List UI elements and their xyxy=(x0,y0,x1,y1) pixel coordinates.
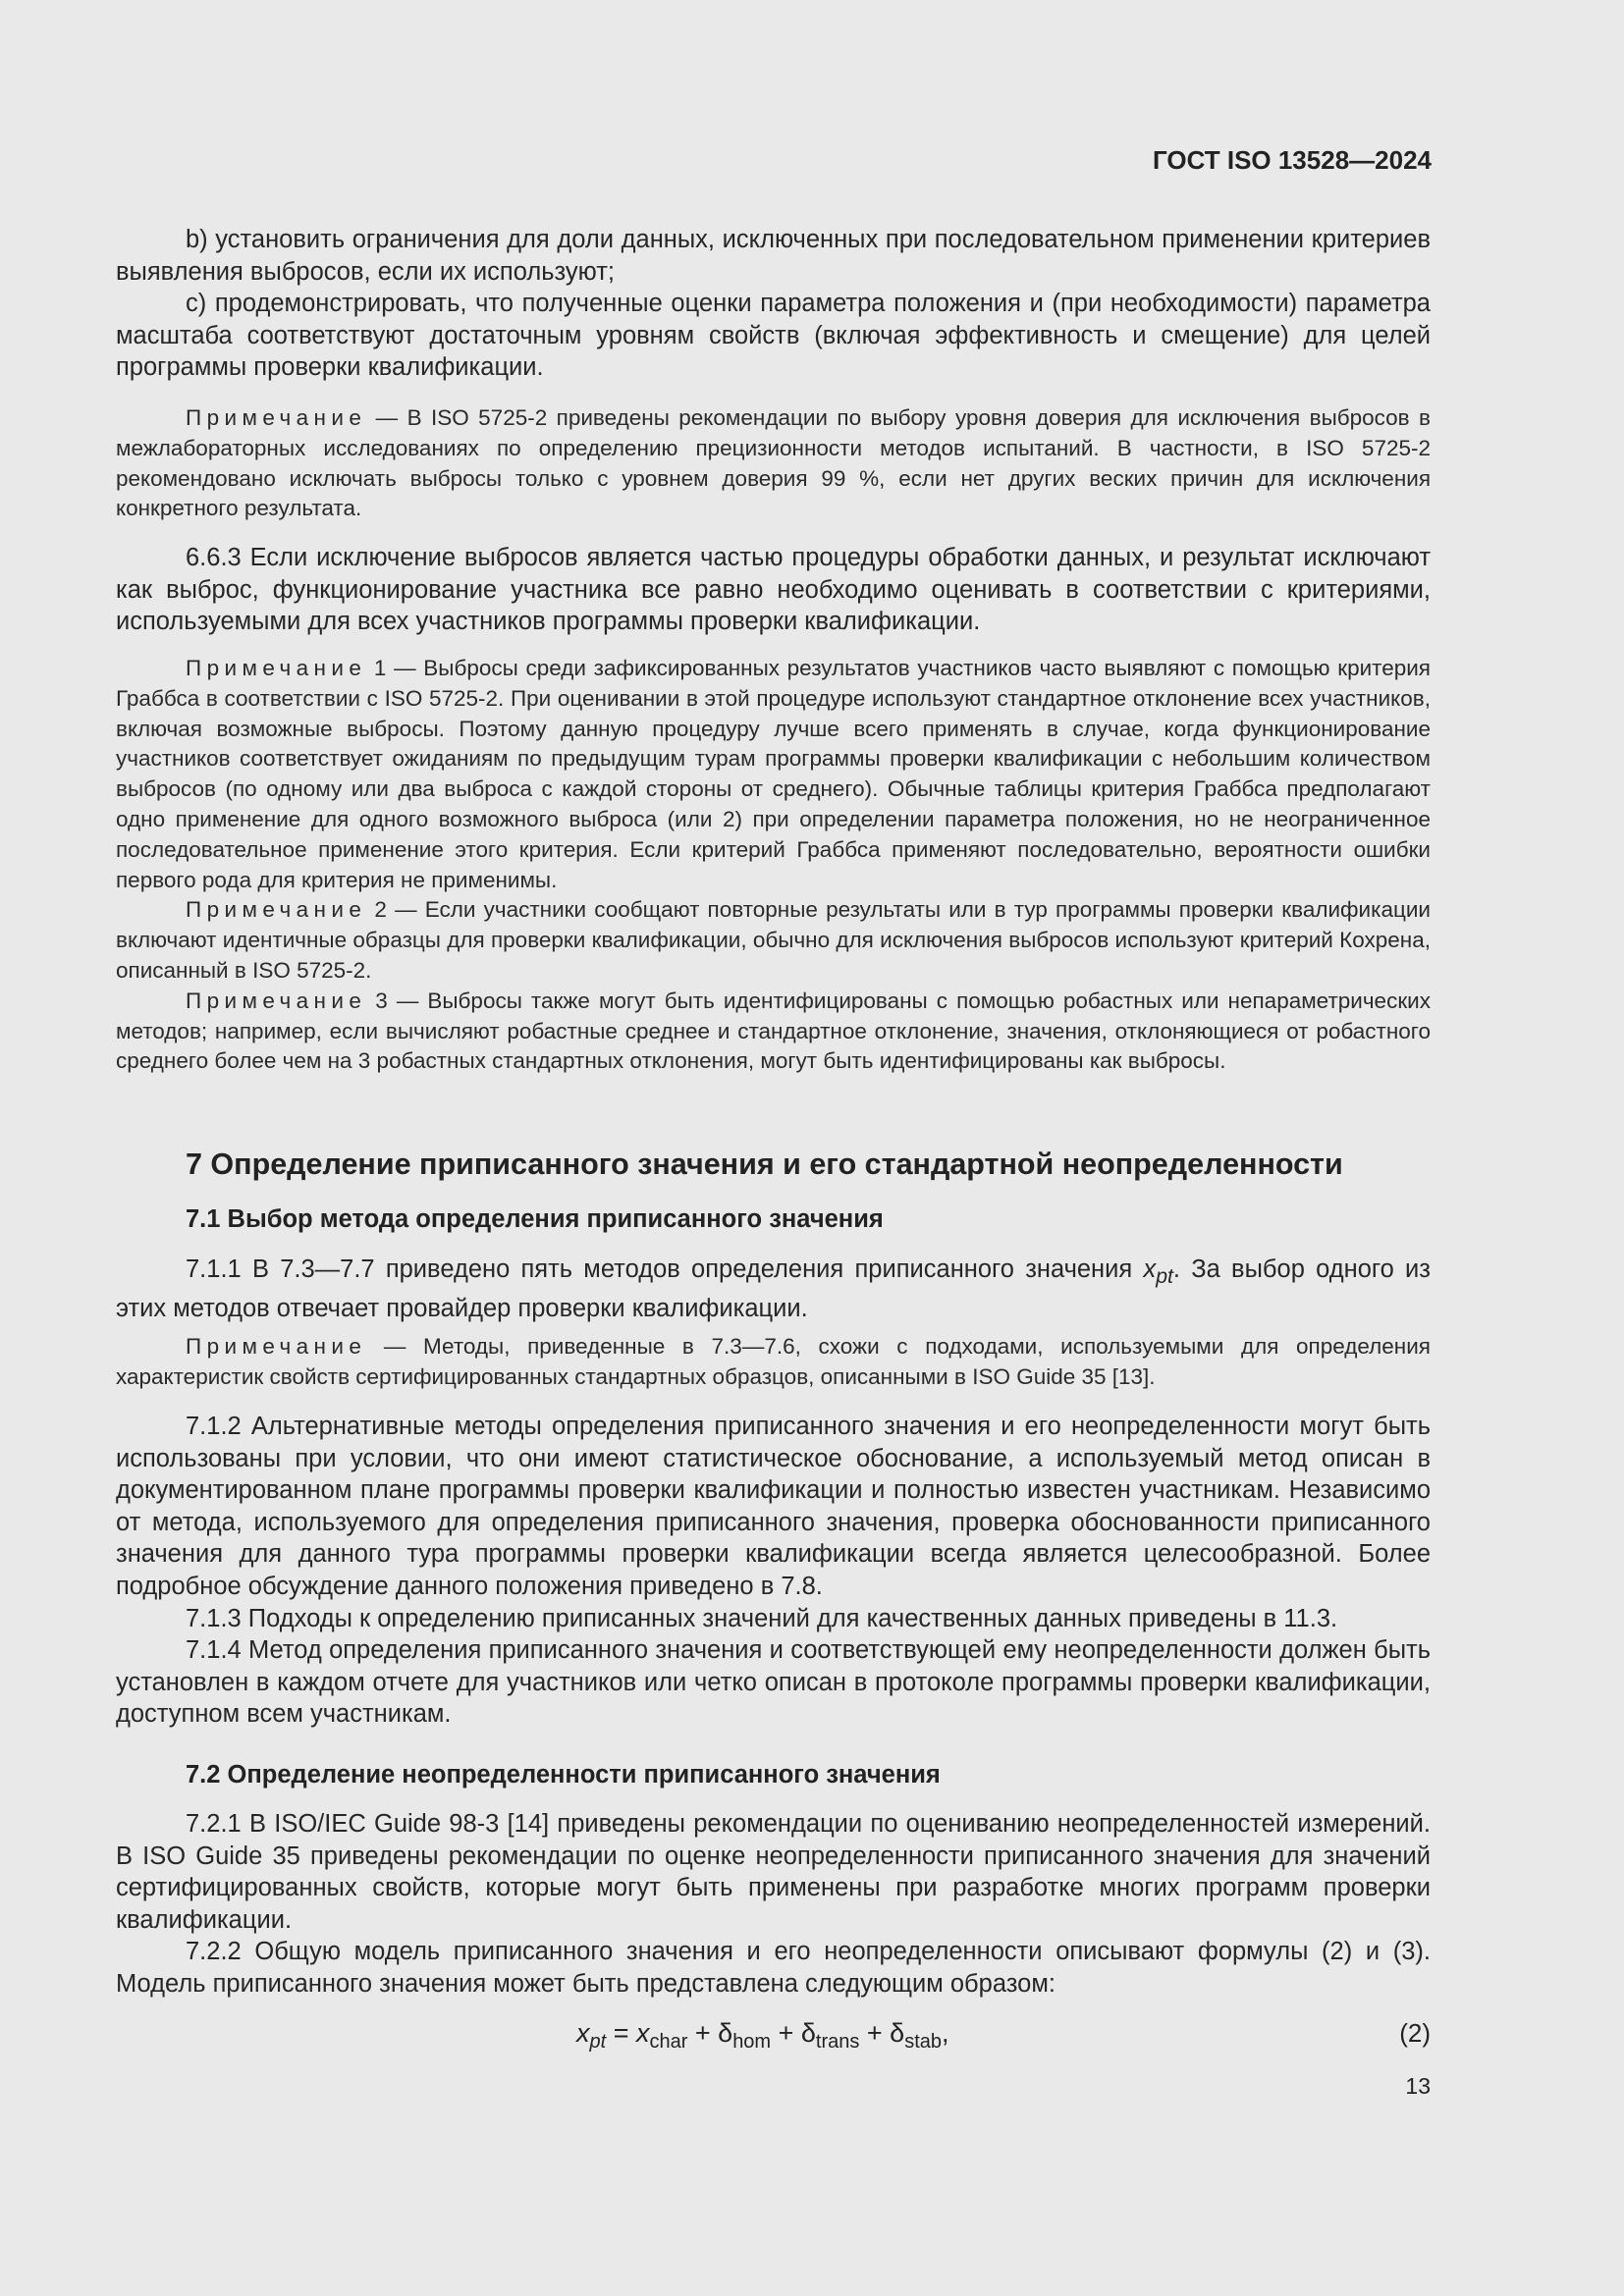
paragraph-6-6-3: 6.6.3 Если исключение выбросов является частью процедуры обработки данных, и результат исключают как выброс, функционирование участника все равно необходимо оценивать в соответствии с критериями, используемыми для всех участников программы проверки квалификации. xyxy=(116,544,1431,636)
paragraph-7-1-1: 7.1.1 В 7.3—7.7 приведено пять методов определения приписанного значения $x_{pt}$. За выбор одного из этих методов отвечает провайдер проверки квалификации. xyxy=(116,1255,1431,1322)
note-label: Примечание xyxy=(186,897,367,923)
note-iso5725 xyxy=(116,403,1431,524)
note-text: 1 — Выбросы среди зафиксированных результатов участников часто выявляют с помощью критерия Граббса в соответствии с ISO 5725-2. При оценивании в этой процедуре используют стандартное отклонение всех участников, включая возможные выбросы. Поэтому данную процедуру лучше всего применять в случае, когда функционирование участников соответствует ожиданиям по предыдущим турам программы проверки квалификации с небольшим количеством выбросов (по одному или два выброса с каждой стороны от среднего). Обычные таблицы критерия Граббса предполагают одно применение для одного возможного выброса (или 2) при определении параметра положения, но не неограниченное последовательное применение этого критерия. Если критерий Граббса применяют последовательно, вероятности ошибки первого рода для критерия не применимы. xyxy=(116,656,1431,892)
note-text: 3 — Выбросы также могут быть идентифицированы с помощью робастных или непараметрических методов; например, если вычисляют робастные среднее и стандартное отклонение, значения, отклоняющиеся от робастного среднего более чем на 3 робастных стандартных отклонения, могут быть идентифицированы как выбросы. xyxy=(116,988,1431,1074)
note-label: Примечание xyxy=(186,405,367,430)
note-text: — Методы, приведенные в 7.3—7.6, схожи с подходами, используемыми для определения характеристик свойств сертифицированных стандартных образцов, описанными в ISO Guide 35 [13]. xyxy=(116,1334,1431,1389)
clauses-7-1-2-to-7-1-4 xyxy=(116,1411,1431,1731)
note-label: Примечание xyxy=(186,656,367,680)
document-header: ГОСТ ISO 13528—2024 xyxy=(1152,145,1432,175)
list-item-c: c) продемонстрировать, что полученные оценки параметра положения и (при необходимости) параметра масштаба соответствуют достаточным уровням свойств (включая эффективность и смещение) для целей программы проверки квалификации. xyxy=(116,290,1431,382)
subsection-heading-7-2: 7.2 Определение неопределенности приписанного значения xyxy=(186,1761,941,1789)
note-text: 2 — Если участники сообщают повторные результаты или в тур программы проверки квалификации включают идентичные образцы для проверки квалификации, обычно для исключения выбросов используют критерий Кохрена, описанный в ISO 5725-2. xyxy=(116,897,1431,983)
list-item-b: b) установить ограничения для доли данных, исключенных при последовательном применении критериев выявления выбросов, если их используют; xyxy=(116,226,1431,286)
formula-number: (2) xyxy=(1399,2018,1431,2048)
formula-2: $x_{pt} = x_{char} + \delta_{hom} + \delta_{trans} + \delta_{stab}$, xyxy=(576,2018,949,2053)
subsection-heading-7-1: 7.1 Выбор метода определения приписанного значения xyxy=(186,1205,884,1233)
list-items-bc xyxy=(116,224,1431,384)
clause-7-1-1 xyxy=(116,1254,1431,1324)
note-label: Примечание xyxy=(186,1334,367,1359)
section-heading-7: 7 Определение приписанного значения и его стандартной неопределенности xyxy=(186,1148,1343,1181)
notes-outliers xyxy=(116,654,1431,1077)
paragraph-7-2-1: 7.2.1 В ISO/IEC Guide 98-3 [14] приведены рекомендации по оцениванию неопределенностей измерений. В ISO Guide 35 приведены рекомендации по оценке неопределенности приписанного значения для значений сертифицированных свойств, которые могут быть применены при разработке многих программ проверки квалификации. xyxy=(116,1810,1431,1934)
paragraph-7-2-2: 7.2.2 Общую модель приписанного значения и его неопределенности описывают формулы (2) и (3). Модель приписанного значения может быть представлена следующим образом: xyxy=(116,1938,1431,1998)
note-methods xyxy=(116,1332,1431,1393)
paragraph-7-1-4: 7.1.4 Метод определения приписанного значения и соответствующей ему неопределенности должен быть установлен в каждом отчете для участников или четко описан в протоколе программы проверки квалификации, доступном всем участникам. xyxy=(116,1636,1431,1729)
page-number: 13 xyxy=(1405,2073,1431,2099)
paragraph-7-1-2: 7.1.2 Альтернативные методы определения приписанного значения и его неопределенности могут быть использованы при условии, что они имеют статистическое обоснование, а используемый метод описан в документированном плане программы проверки квалификации и полностью известен участникам. Независимо от метода, используемого для определения приписанного значения, проверка обоснованности приписанного значения для данного тура программы проверки квалификации всегда является целесообразной. Более подробное обсуждение данного положения приведено в 7.8. xyxy=(116,1413,1431,1600)
paragraph-7-1-3: 7.1.3 Подходы к определению приписанных значений для качественных данных приведены в 11.3. xyxy=(186,1604,1338,1632)
clauses-7-2 xyxy=(116,1808,1431,2001)
clause-6-6-3 xyxy=(116,542,1431,638)
note-label: Примечание xyxy=(186,988,367,1013)
note-text: — В ISO 5725-2 приведены рекомендации по выбору уровня доверия для исключения выбросов в межлабораторных исследованиях по определению прецизионности методов испытаний. В частности, в ISO 5725-2 рекомендовано исключать выбросы только с уровнем доверия 99 %, если нет других веских причин для исключения конкретного результата. xyxy=(116,405,1431,521)
